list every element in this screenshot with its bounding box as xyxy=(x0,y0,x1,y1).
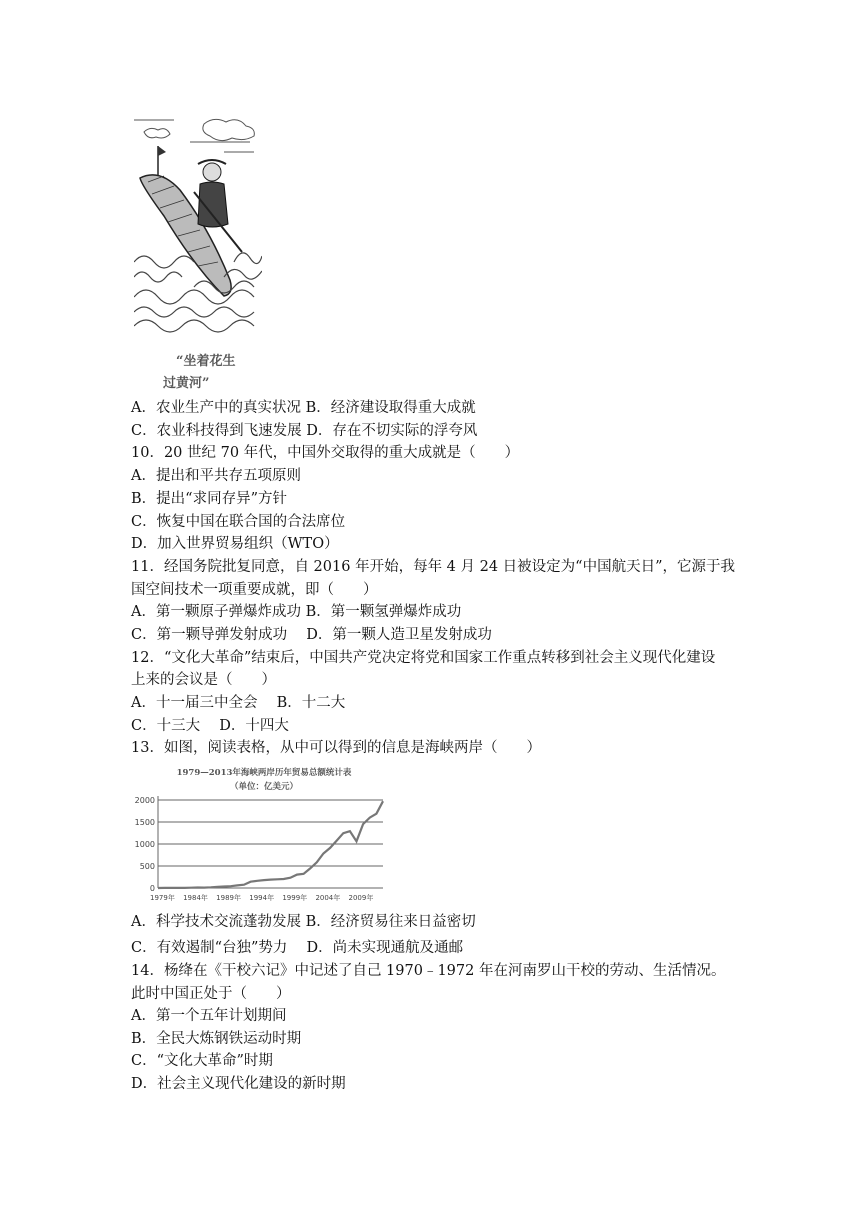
chart-y-ticks xyxy=(135,796,155,893)
chart-title: 1979—2013年海峡两岸历年贸易总额统计表 xyxy=(176,768,352,778)
peanut-boat-poster-image xyxy=(134,112,262,344)
chart-x-ticks xyxy=(150,893,373,902)
y-tick-label: 1500 xyxy=(134,818,155,827)
q11-options-row1: A．第一颗原子弹爆炸成功 B．第一颗氢弹爆炸成功 xyxy=(131,604,462,620)
q11-options-row2: C．第一颗导弹发射成功 D．第一颗人造卫星发射成功 xyxy=(131,627,492,643)
poster-caption-line2: 过黄河” xyxy=(163,376,210,391)
q9-options-row2: C．农业科技得到飞速发展 D．存在不切实际的浮夸风 xyxy=(131,423,478,439)
trade-total-line xyxy=(158,801,383,888)
q14-option-a: A．第一个五年计划期间 xyxy=(131,1008,287,1024)
y-tick-label: 500 xyxy=(139,862,155,871)
q12-options-row2: C．十三大 D．十四大 xyxy=(131,718,289,734)
q13-stem: 13．如图，阅读表格，从中可以得到的信息是海峡两岸（ ） xyxy=(131,740,541,756)
poster-caption-line1: “坐着花生 xyxy=(176,354,236,369)
y-tick-label: 0 xyxy=(149,884,155,893)
chart-series xyxy=(158,801,383,888)
q11-stem-line2: 国空间技术一项重要成就，即（ ） xyxy=(131,582,378,598)
q14-option-c: C．“文化大革命”时期 xyxy=(131,1053,273,1069)
q10-option-a: A．提出和平共存五项原则 xyxy=(131,468,301,484)
y-tick-label: 2000 xyxy=(134,796,155,805)
q10-option-d: D．加入世界贸易组织（WTO） xyxy=(131,536,339,552)
y-tick-label: 1000 xyxy=(134,840,155,849)
x-tick-label: 1979年 xyxy=(150,894,175,902)
x-tick-label: 1989年 xyxy=(216,894,242,902)
x-tick-label: 1999年 xyxy=(282,894,308,902)
x-tick-label: 2009年 xyxy=(348,894,374,902)
chart-subtitle: （单位：亿美元） xyxy=(229,782,299,792)
q12-options-row1: A．十一届三中全会 B．十二大 xyxy=(131,695,346,711)
q13-options-row2: C．有效遏制“台独”势力 D．尚未实现通航及通邮 xyxy=(131,940,464,956)
q11-stem-line1: 11．经国务院批复同意，自 2016 年开始，每年 4 月 24 日被设定为“中国航天日”，它源于我 xyxy=(131,559,736,575)
q9-options-row1: A．农业生产中的真实状况 B．经济建设取得重大成就 xyxy=(131,400,476,416)
q10-stem: 10．20 世纪 70 年代，中国外交取得的重大成就是（ ） xyxy=(131,445,520,461)
chart-grid xyxy=(158,796,383,888)
q14-option-d: D．社会主义现代化建设的新时期 xyxy=(131,1076,346,1092)
q12-stem-line1: 12．“文化大革命”结束后，中国共产党决定将党和国家工作重点转移到社会主义现代化建设 xyxy=(131,650,716,666)
x-tick-label: 1984年 xyxy=(183,894,208,902)
q14-option-b: B．全民大炼钢铁运动时期 xyxy=(131,1031,302,1047)
trade-volume-line-chart xyxy=(128,762,390,910)
q13-options-row1: A．科学技术交流蓬勃发展 B．经济贸易往来日益密切 xyxy=(131,914,476,930)
q10-option-c: C．恢复中国在联合国的合法席位 xyxy=(131,514,346,530)
q14-stem-line2: 此时中国正处于（ ） xyxy=(131,986,291,1002)
x-tick-label: 2004年 xyxy=(315,894,341,902)
q10-option-b: B．提出“求同存异”方针 xyxy=(131,491,287,507)
q14-stem-line1: 14．杨绛在《干校六记》中记述了自己 1970﹣1972 年在河南罗山干校的劳动、生活情况。 xyxy=(131,963,726,979)
q12-stem-line2: 上来的会议是（ ） xyxy=(131,672,276,688)
x-tick-label: 1994年 xyxy=(249,894,275,902)
